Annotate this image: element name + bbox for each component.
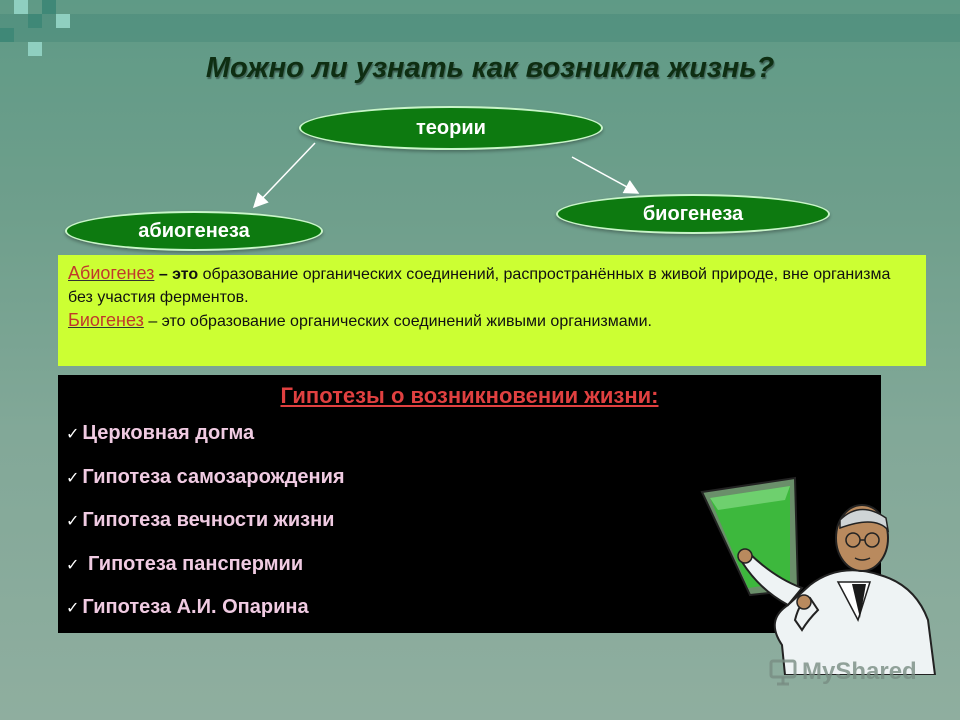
biogenesis-label: биогенеза [642,202,744,225]
checkmark-icon: ✓ [66,513,80,530]
checkmark-icon: ✓ [66,556,80,574]
biogenesis-node [556,194,830,234]
hypothesis-text: Гипотеза панспермии [82,552,304,575]
lecturer-illustration [690,470,940,675]
theories-label: теории [416,116,486,139]
presentation-icon [768,657,798,687]
theories-node [299,106,603,150]
watermark-text: MyShared [802,658,917,685]
hypothesis-text: Гипотеза самозарождения [82,465,345,488]
list-item [66,422,881,466]
abiogenesis-label: абиогенеза [138,219,250,242]
hypothesis-text: Гипотеза вечности жизни [82,509,335,531]
hypotheses-title: Гипотезы о возникновении жизни: [280,383,659,408]
checkmark-icon: ✓ [66,469,80,487]
checkmark-icon: ✓ [66,426,80,443]
biogenesis-definition [68,309,916,333]
abiogenesis-term: Абиогенез [68,263,155,283]
abiogenesis-text: образование органических соединений, распространённых в живой природе, вне организма без участия ферментов. [68,266,891,306]
biogenesis-text: это образование органических соединений живыми организмами. [161,313,652,330]
definitions-box [58,255,926,366]
biogenesis-dash: – [143,313,162,330]
abiogenesis-node [65,211,323,251]
watermark [768,657,917,687]
slide-title: Можно ли узнать как возникла жизнь? [205,52,775,84]
arrow-to-abiogenesis [254,143,315,207]
checkmark-icon: ✓ [66,600,80,617]
hypothesis-text: Церковная догма [82,422,255,444]
hypothesis-text: Гипотеза А.И. Опарина [82,596,309,618]
abiogenesis-dash: – это [154,266,203,283]
abiogenesis-definition [68,262,916,309]
biogenesis-term: Биогенез [68,310,144,330]
arrow-to-biogenesis [572,157,638,193]
